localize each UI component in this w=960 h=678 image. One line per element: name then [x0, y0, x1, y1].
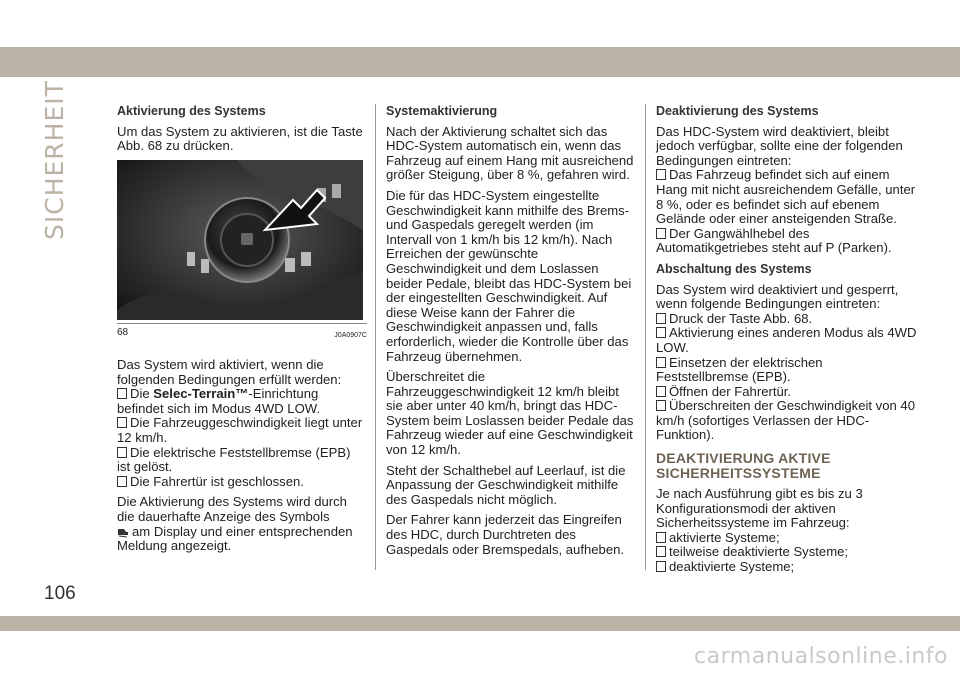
list-item: Einsetzen der elektrischen Feststellbremse (EPB). [656, 354, 823, 385]
list-item: deaktivierte Systeme; [656, 560, 918, 575]
list-item: Die Fahrertür ist geschlossen. [117, 475, 367, 490]
checkbox-bullet-icon [656, 327, 666, 338]
checkbox-bullet-icon [117, 476, 127, 487]
heading-activation: Aktivierung des Systems [117, 104, 266, 118]
column-1 [117, 104, 367, 560]
paragraph: Das HDC-System wird deaktiviert, bleibt jedoch verfügbar, sollte eine der folgenden Bedingungen eintreten: [656, 123, 903, 168]
checkbox-bullet-icon [656, 400, 666, 411]
figure-caption [117, 323, 367, 344]
checkbox-bullet-icon [656, 228, 666, 239]
checkbox-bullet-icon [117, 388, 127, 399]
list-item: Aktivierung eines anderen Modus als 4WD LOW. [656, 325, 917, 355]
column-divider [375, 104, 376, 570]
paragraph: Steht der Schalthebel auf Leerlauf, ist die Anpassung der Geschwindigkeit mithilfe des Gaspedals nicht möglich. [386, 462, 626, 507]
column-3 [656, 104, 918, 575]
section-title-active-safety: DEAKTIVIERUNG AKTIVE SICHERHEITSSYSTEME [656, 450, 831, 482]
checkbox-bullet-icon [656, 546, 666, 557]
paragraph: Überschreitet die Fahrzeuggeschwindigkeit 12 km/h bleibt sie aber unter 40 km/h, bringt das HDC-System beim Loslassen beider Pedale das Fahrzeug wieder auf eine Geschwindigkeit von 12 km/h. [386, 369, 634, 458]
list-item: teilweise deaktivierte Systeme; [656, 545, 918, 560]
paragraph: Um das System zu aktivieren, ist die Taste Abb. 68 zu drücken. [117, 123, 363, 154]
watermark: carmanualsonline.info [694, 644, 948, 669]
list-item: Der Gangwählhebel des Automatikgetriebes steht auf P (Parken). [656, 225, 892, 256]
heading-system-activation: Systemaktivierung [386, 104, 498, 118]
list-item: Die Fahrzeuggeschwindigkeit liegt unter 12 km/h. [117, 415, 363, 445]
list-item: Die elektrische Feststellbremse (EPB) ist gelöst. [117, 444, 351, 475]
checkbox-bullet-icon [117, 417, 127, 428]
paragraph: Nach der Aktivierung schaltet sich das HDC-System automatisch ein, wenn das Fahrzeug auf einem Hang mit ausreichend größer Steigung, über 8 %, gefahren wird. [386, 123, 634, 183]
section-side-label: SICHERHEIT [40, 80, 69, 240]
header-band [0, 47, 960, 77]
checkbox-bullet-icon [117, 447, 127, 458]
column-divider [645, 104, 646, 570]
paragraph: Das System wird aktiviert, wenn die folgenden Bedingungen erfüllt werden: [117, 356, 342, 387]
page-number: 106 [44, 583, 76, 604]
paragraph: Die Aktivierung des Systems wird durch die dauerhafte Anzeige des Symbols am Display und einer entsprechenden Meldung angezeigt. [117, 494, 353, 554]
paragraph: Das System wird deaktiviert und gesperrt, wenn folgende Bedingungen eintreten: [656, 281, 899, 312]
hdc-symbol-icon [117, 526, 129, 538]
footer-band [0, 616, 960, 631]
checkbox-bullet-icon [656, 561, 666, 572]
paragraph: Je nach Ausführung gibt es bis zu 3 Konfigurationsmodi der aktiven Sicherheitssysteme im Fahrzeug: [656, 486, 863, 531]
figure-number: 68 [117, 327, 129, 339]
checkbox-bullet-icon [656, 357, 666, 368]
checkbox-bullet-icon [656, 169, 666, 180]
column-2 [386, 104, 636, 563]
figure-code: J0A0907C [334, 332, 367, 340]
list-item: Das Fahrzeug befindet sich auf einem Hang mit nicht ausreichendem Gefälle, unter 8 %, oder es befindet sich auf ebenem Gelände oder einer ansteigenden Straße. [656, 167, 916, 227]
hdc-button-photo [117, 160, 363, 320]
list-item: Öffnen der Fahrertür. [656, 385, 918, 400]
paragraph: Der Fahrer kann jederzeit das Eingreifen des HDC, durch Durchtreten des Gaspedals oder Bremspedals, aufheben. [386, 512, 625, 557]
checkbox-bullet-icon [656, 386, 666, 397]
list-item: Die Selec-Terrain™-Einrichtung befindet sich im Modus 4WD LOW. [117, 386, 321, 416]
selec-terrain-term: Selec-Terrain™ [153, 386, 249, 402]
list-item: Überschreiten der Geschwindigkeit von 40 km/h (sofortiges Verlassen der HDC-Funktion). [656, 398, 916, 443]
figure-68 [117, 160, 367, 344]
checkbox-bullet-icon [656, 532, 666, 543]
heading-deactivation: Deaktivierung des Systems [656, 104, 819, 118]
list-item: aktivierte Systeme; [656, 531, 918, 546]
heading-shutdown: Abschaltung des Systems [656, 261, 812, 276]
list-item: Druck der Taste Abb. 68. [656, 312, 918, 327]
checkbox-bullet-icon [656, 313, 666, 324]
paragraph: Die für das HDC-System eingestellte Geschwindigkeit kann mithilfe des Brems- und Gaspedals geregelt werden (im Intervall von 1 km/h bis 12 km/h). Nach Erreichen der gewünschte Geschwindigkeit und dem Loslassen beider Pedale, bleibt das HDC-System bei der eingestellten Geschwindigkeit. Auf diese Weise kann der Fahrer die Geschwindigkeit anpassen und, falls erforderlich, wieder die Kontrolle über das Fahrzeug übernehmen. [386, 187, 632, 364]
